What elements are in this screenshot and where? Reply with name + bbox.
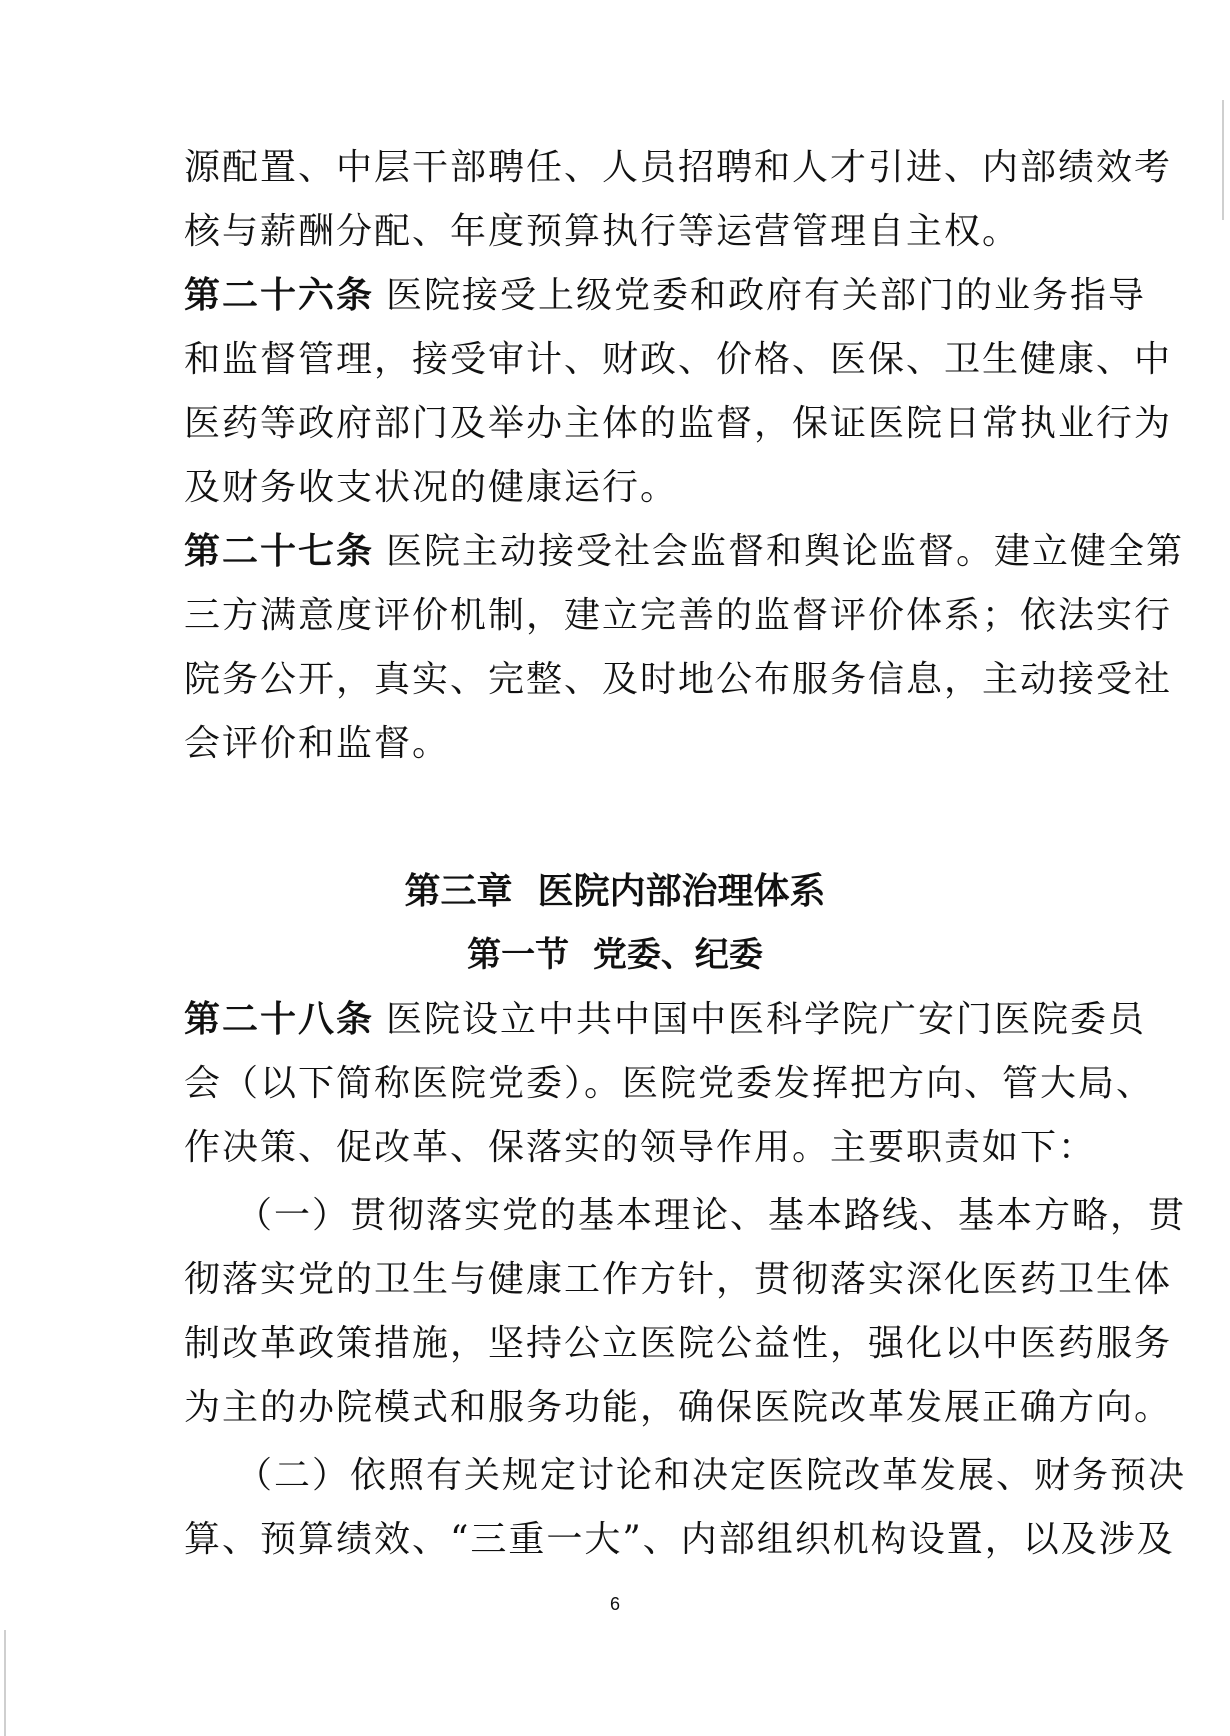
- scan-edge-left-bottom: [4, 1630, 6, 1736]
- scan-edge-right-top: [1222, 100, 1224, 220]
- article-text: 医院主动接受社会监督和舆论监督。建立健全第: [386, 531, 1185, 572]
- paragraph-line: 院务公开，真实、完整、及时地公布服务信息，主动接受社: [184, 659, 1173, 700]
- article-number: 第二十六条: [184, 275, 375, 316]
- list-item-1-first-line: （一）贯彻落实党的基本理论、基本路线、基本方略，贯: [236, 1195, 1187, 1236]
- paragraph-line: 三方满意度评价机制，建立完善的监督评价体系；依法实行: [184, 595, 1173, 636]
- paragraph-line: 及财务收支状况的健康运行。: [184, 467, 679, 508]
- paragraph-line: 核与薪酬分配、年度预算执行等运营管理自主权。: [184, 211, 1021, 252]
- article-number: 第二十八条: [184, 999, 375, 1040]
- article-26-first-line: [184, 274, 1147, 318]
- paragraph-line: 源配置、中层干部聘任、人员招聘和人才引进、内部绩效考: [184, 147, 1173, 188]
- paragraph-line: 会评价和监督。: [184, 723, 451, 764]
- article-28-first-line: [184, 998, 1147, 1042]
- paragraph-line: 制改革政策措施，坚持公立医院公益性，强化以中医药服务: [184, 1323, 1173, 1364]
- list-item-2-first-line: （二）依照有关规定讨论和决定医院改革发展、财务预决: [236, 1455, 1187, 1496]
- paragraph-line: 彻落实党的卫生与健康工作方针，贯彻落实深化医药卫生体: [184, 1259, 1173, 1300]
- article-27-first-line: [184, 530, 1185, 574]
- paragraph-line: 医药等政府部门及举办主体的监督，保证医院日常执业行为: [184, 403, 1173, 444]
- paragraph-line: 为主的办院模式和服务功能，确保医院改革发展正确方向。: [184, 1387, 1173, 1428]
- paragraph-line: 和监督管理，接受审计、财政、价格、医保、卫生健康、中: [184, 339, 1173, 380]
- article-number: 第二十七条: [184, 531, 375, 572]
- paragraph-line: 作决策、促改革、保落实的领导作用。主要职责如下：: [184, 1127, 1097, 1168]
- paragraph-line: 算、预算绩效、“三重一大”、内部组织机构设置，以及涉及: [184, 1519, 1175, 1560]
- chapter-title: 第三章 医院内部治理体系: [404, 871, 826, 912]
- article-text: 医院接受上级党委和政府有关部门的业务指导: [386, 275, 1147, 316]
- article-text: 医院设立中共中国中医科学院广安门医院委员: [386, 999, 1147, 1040]
- paragraph-line: 会（以下简称医院党委）。医院党委发挥把方向、管大局、: [184, 1063, 1155, 1104]
- section-title: 第一节 党委、纪委: [467, 935, 763, 975]
- page-number: 6: [609, 1594, 620, 1614]
